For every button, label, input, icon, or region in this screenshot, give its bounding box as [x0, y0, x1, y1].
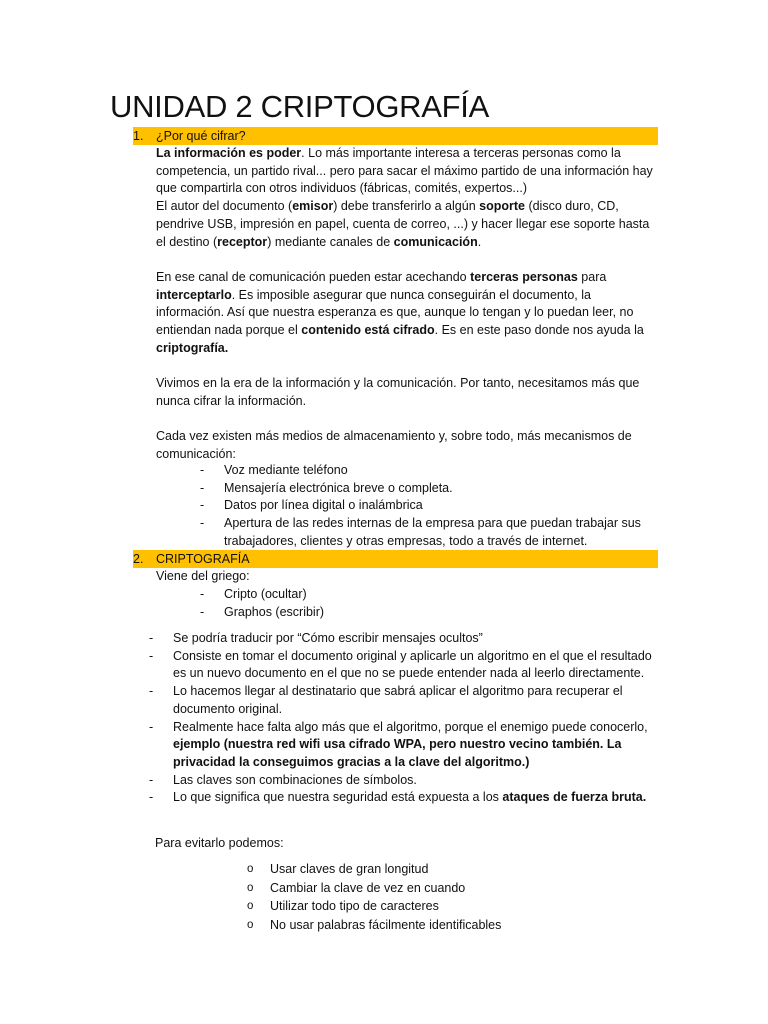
list-item-text: Cripto (ocultar)	[224, 587, 307, 601]
text-run: para	[577, 269, 607, 284]
document-title: UNIDAD 2 CRIPTOGRAFÍA	[110, 89, 489, 124]
list-item	[200, 480, 661, 498]
dash-bullet: -	[149, 684, 154, 699]
list-item	[149, 630, 661, 648]
list-item	[200, 604, 661, 622]
text-run: En ese canal de comunicación pueden estar acechando	[156, 269, 471, 284]
list-item	[149, 648, 661, 683]
list-item	[247, 917, 660, 936]
list-item-text: Mensajería electrónica breve o completa.	[224, 480, 453, 495]
dash-bullet: -	[149, 719, 154, 734]
list-item-text: Se podría traducir por “Cómo escribir mensajes ocultos”	[173, 631, 483, 645]
section-1-heading	[133, 127, 658, 145]
section-1-body	[156, 145, 661, 464]
section-1-number: 1.	[133, 129, 144, 143]
text-run: .	[477, 234, 482, 249]
circle-bullet: o	[247, 918, 254, 931]
dash-bullet: -	[149, 790, 154, 805]
dash-bullet: -	[200, 480, 205, 495]
dash-bullet: -	[200, 587, 205, 601]
list-item-text: Lo que significa que nuestra seguridad está expuesta a los	[173, 790, 503, 805]
dash-bullet: -	[200, 498, 205, 513]
bold-phrase: receptor	[217, 234, 268, 249]
list-item-text: Voz mediante teléfono	[224, 463, 348, 477]
list-item	[247, 861, 660, 880]
dash-bullet: -	[200, 516, 205, 531]
dash-bullet: -	[149, 631, 154, 645]
paragraph-author	[156, 198, 661, 251]
paragraph-greek-origin: Viene del griego:	[156, 569, 250, 583]
bold-phrase: ejemplo (nuestra red wifi usa cifrado WPA, pero nuestro vecino también. La privacidad la conseguimos gracias a la clave del algoritmo.)	[173, 737, 622, 769]
bold-phrase: contenido está cifrado	[301, 323, 435, 338]
list-item-text: Cambiar la clave de vez en cuando	[270, 880, 466, 895]
list-item	[200, 462, 661, 480]
list-item-text: Realmente hace falta algo más que el algoritmo, porque el enemigo puede conocerlo,	[173, 719, 648, 734]
text-run: (disco duro, CD, pendrive USB, impresión en papel, cuenta de correo, ...) y hacer llegar ese soporte hasta el destino (	[156, 199, 650, 249]
list-item	[247, 880, 660, 899]
bold-phrase: criptografía.	[156, 340, 229, 355]
list-item-text: No usar palabras fácilmente identificables	[270, 917, 502, 932]
text-run: ) mediante canales de	[267, 234, 394, 249]
list-item-text: Utilizar todo tipo de caracteres	[270, 899, 439, 913]
bold-phrase: comunicación	[393, 234, 478, 249]
cryptography-points-list	[149, 630, 661, 807]
list-item	[200, 586, 661, 604]
bold-phrase: emisor	[292, 199, 334, 214]
list-item	[149, 719, 661, 772]
paragraph-channel	[156, 269, 661, 358]
section-2-heading	[133, 550, 658, 568]
list-item	[200, 515, 661, 550]
avoid-list	[247, 861, 660, 935]
list-item	[149, 772, 661, 790]
section-2-number: 2.	[133, 552, 144, 566]
circle-bullet: o	[247, 900, 254, 912]
origin-list	[200, 586, 661, 621]
section-1-title: ¿Por qué cifrar?	[156, 129, 246, 143]
circle-bullet: o	[247, 863, 254, 875]
list-item-text: Apertura de las redes internas de la empresa para que puedan trabajar sus trabajadores, clientes y otras empresas, todo a través de internet.	[224, 516, 641, 548]
dash-bullet: -	[200, 604, 205, 619]
bold-phrase: La información es poder	[156, 146, 302, 160]
bold-phrase: interceptarlo	[156, 287, 232, 302]
text-run: . Lo más importante interesa a terceras personas como la competencia, un partido rival... pero para sacar el máximo partido de una información hay que compartirla con otros individuos (fábricas, comités, expertos...)	[156, 146, 653, 196]
paragraph-avoid: Para evitarlo podemos:	[155, 836, 284, 850]
text-run: El autor del documento (	[156, 199, 293, 214]
text-run: . Es imposible asegurar que nunca conseguirán el documento, la información. Así que nuestra esperanza es que, aunque lo tengan y lo puedan leer, no entiendan nada porque el	[156, 287, 634, 338]
communication-list	[200, 462, 661, 551]
list-item-text: Lo hacemos llegar al destinatario que sabrá aplicar el algoritmo para recuperar el documento original.	[173, 684, 623, 716]
list-item-text: Las claves son combinaciones de símbolos.	[173, 772, 417, 787]
paragraph-era: Vivimos en la era de la información y la comunicación. Por tanto, necesitamos más que nunca cifrar la información.	[156, 376, 640, 408]
bold-phrase: terceras personas	[470, 269, 578, 284]
paragraph-information-power	[156, 145, 661, 198]
list-item-text: Usar claves de gran longitud	[270, 862, 429, 876]
section-2-title: CRIPTOGRAFÍA	[156, 552, 250, 566]
bold-phrase: ataques de fuerza bruta.	[502, 790, 647, 805]
dash-bullet: -	[200, 463, 205, 477]
text-run: . Es en este paso donde nos ayuda la	[434, 323, 644, 338]
list-item-text: Datos por línea digital o inalámbrica	[224, 498, 423, 513]
list-item-text: Consiste en tomar el documento original y aplicarle un algoritmo en el que el resultado es un nuevo documento en el que no se puede entender nada al leerlo directamente.	[173, 648, 652, 681]
text-run: ) debe transferirlo a algún	[333, 199, 480, 214]
bold-phrase: soporte	[479, 199, 525, 214]
list-item	[247, 898, 660, 917]
dash-bullet: -	[149, 772, 154, 787]
list-item-text: Graphos (escribir)	[224, 604, 325, 619]
section-2-intro	[156, 568, 661, 586]
list-item	[149, 789, 661, 807]
circle-bullet: o	[247, 881, 254, 894]
paragraph-media: Cada vez existen más medios de almacenamiento y, sobre todo, más mecanismos de comunicación:	[156, 429, 632, 461]
dash-bullet: -	[149, 648, 154, 663]
list-item	[200, 497, 661, 515]
list-item	[149, 683, 661, 718]
